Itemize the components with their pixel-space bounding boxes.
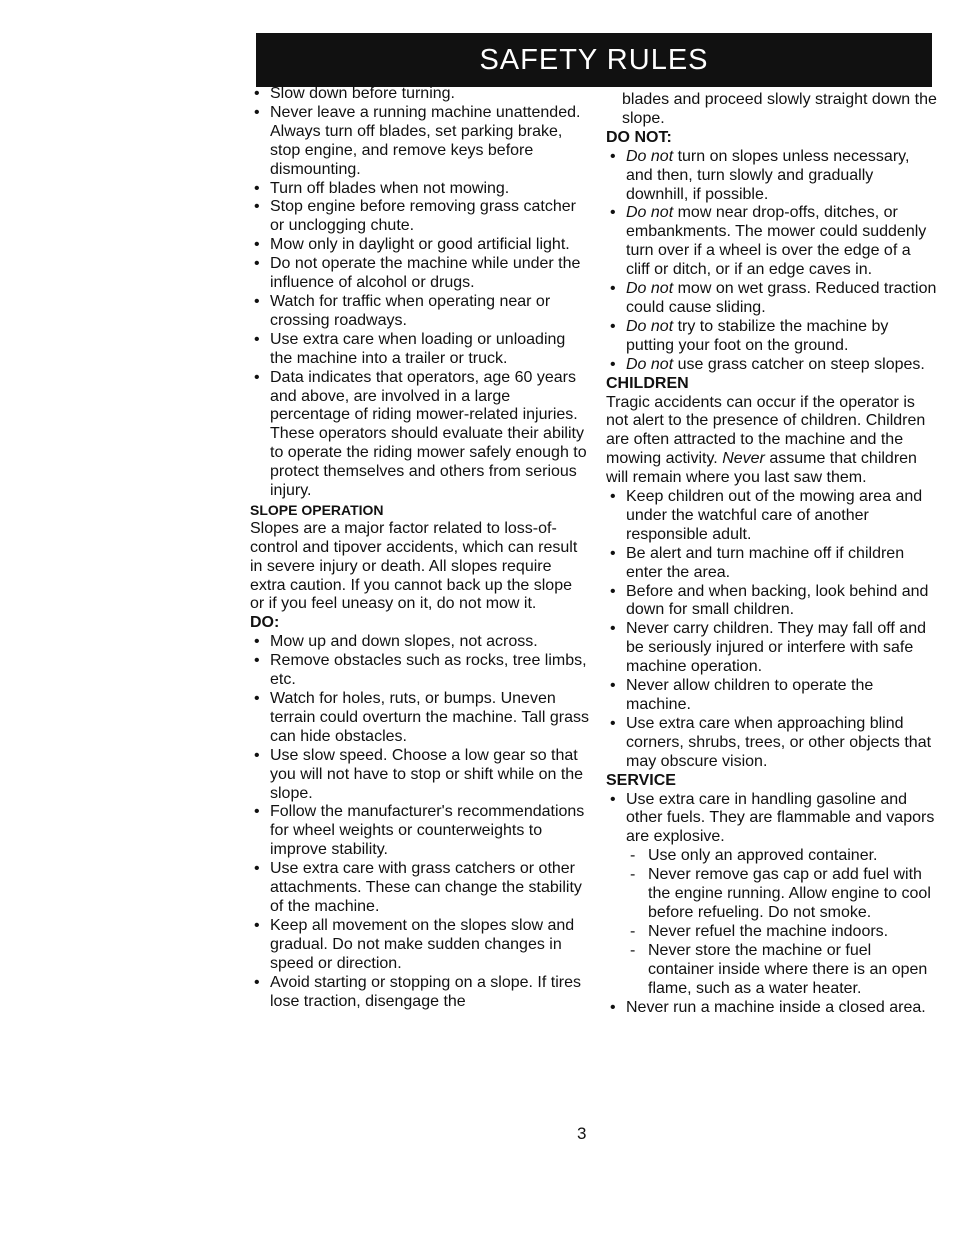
- list-item: • Watch for holes, ruts, or bumps. Uneven terrain could overturn the machine. Tall grass can hide obstacles.: [250, 690, 590, 747]
- list-item: • Never allow children to operate the machine.: [606, 677, 938, 715]
- list-item: • Use extra care in handling gasoline and other fuels. They are flammable and vapors are explosive. - Use only an approved container. - Never remove gas cap or add fuel with the engine running. Allow engine to cool before refueling. Do not smoke. - Never refuel the machine indoors. - Never store the machine or fuel container inside where there is an open flame, such as a water heater.: [606, 791, 938, 999]
- page-number: 3: [577, 1124, 587, 1143]
- list-item: • Before and when backing, look behind and down for small children.: [606, 583, 938, 621]
- children-heading: CHILDREN: [606, 374, 689, 392]
- children-list: [606, 488, 938, 772]
- service-list: [606, 791, 938, 1018]
- list-item: • Mow up and down slopes, not across.: [250, 633, 590, 652]
- do-not-emphasis: Do not: [626, 280, 674, 298]
- do-not-emphasis: Do not: [626, 317, 674, 335]
- general-rules-list: [250, 85, 590, 501]
- list-item: • Mow only in daylight or good artificial light.: [250, 236, 590, 255]
- safety-rules-banner: [256, 33, 932, 87]
- list-item: • Use extra care when loading or unloading the machine into a trailer or truck.: [250, 331, 590, 369]
- list-item: • Do not turn on slopes unless necessary, and then, turn slowly and gradually downhill, if possible.: [606, 148, 938, 205]
- list-item: • Use extra care when approaching blind corners, shrubs, trees, or other objects that may obscure vision.: [606, 715, 938, 772]
- service-heading: SERVICE: [606, 771, 676, 789]
- list-item: • Use slow speed. Choose a low gear so that you will not have to stop or shift while on the slope.: [250, 747, 590, 804]
- do-not-heading: DO NOT:: [606, 128, 672, 146]
- do-not-emphasis: Do not: [626, 147, 674, 165]
- list-item: • Never run a machine inside a closed area.: [606, 999, 938, 1018]
- page-title: SAFETY RULES: [479, 43, 709, 76]
- sublist-item: - Never store the machine or fuel container inside where there is an open flame, such as a water heater.: [626, 942, 938, 999]
- do-not-list: [606, 148, 938, 375]
- slope-operation-paragraph: Slopes are a major factor related to loss-of-control and tipover accidents, which can result in severe injury or death. All slopes require extra caution. If you cannot back up the slope or if you feel uneasy on it, do not mow it.: [250, 519, 578, 613]
- list-item: • Follow the manufacturer's recommendations for wheel weights or counterweights to improve stability.: [250, 803, 590, 860]
- list-item: • Do not mow on wet grass. Reduced traction could cause sliding.: [606, 280, 938, 318]
- list-item: • Never leave a running machine unattended. Always turn off blades, set parking brake, stop engine, and remove keys before dismounting.: [250, 104, 590, 180]
- list-item: • Stop engine before removing grass catcher or unclogging chute.: [250, 198, 590, 236]
- slope-operation-heading: SLOPE OPERATION: [250, 501, 384, 518]
- left-column: [250, 85, 590, 1011]
- continuation-text: blades and proceed slowly straight down the slope.: [622, 91, 937, 127]
- list-item: • Keep children out of the mowing area and under the watchful care of another responsible adult.: [606, 488, 938, 545]
- list-item: • Do not use grass catcher on steep slopes.: [606, 356, 938, 375]
- list-item: • Slow down before turning.: [250, 85, 590, 104]
- sublist-item: - Use only an approved container.: [626, 847, 938, 866]
- list-item: • Never carry children. They may fall off and be seriously injured or interfere with safe machine operation.: [606, 620, 938, 677]
- list-item: • Do not operate the machine while under the influence of alcohol or drugs.: [250, 255, 590, 293]
- sublist-item: - Never refuel the machine indoors.: [626, 923, 938, 942]
- children-paragraph: Tragic accidents can occur if the operator is not alert to the presence of children. Children are often attracted to the machine and the mowing activity. Never assume that children will remain where you last saw them.: [606, 393, 926, 487]
- list-item: • Watch for traffic when operating near or crossing roadways.: [250, 293, 590, 331]
- list-item: • Keep all movement on the slopes slow and gradual. Do not make sudden changes in speed or direction.: [250, 917, 590, 974]
- do-heading: DO:: [250, 614, 280, 632]
- fuel-sublist: [626, 847, 938, 998]
- right-column: [606, 91, 938, 1017]
- list-item: • Remove obstacles such as rocks, tree limbs, etc.: [250, 652, 590, 690]
- do-not-emphasis: Do not: [626, 355, 674, 373]
- sublist-item: - Never remove gas cap or add fuel with the engine running. Allow engine to cool before refueling. Do not smoke.: [626, 866, 938, 923]
- list-item: • Do not mow near drop-offs, ditches, or embankments. The mower could suddenly turn over if a wheel is over the edge of a cliff or ditch, or if an edge caves in.: [606, 204, 938, 280]
- list-item: • Avoid starting or stopping on a slope. If tires lose traction, disengage the: [250, 974, 590, 1012]
- list-item: • Turn off blades when not mowing.: [250, 180, 590, 199]
- list-item: • Do not try to stabilize the machine by putting your foot on the ground.: [606, 318, 938, 356]
- list-item: • Use extra care with grass catchers or other attachments. These can change the stability of the machine.: [250, 860, 590, 917]
- do-list: [250, 633, 590, 1011]
- list-item: • Be alert and turn machine off if children enter the area.: [606, 545, 938, 583]
- do-not-emphasis: Do not: [626, 204, 674, 222]
- list-item: • Data indicates that operators, age 60 years and above, are involved in a large percentage of riding mower-related injuries. These operators should evaluate their ability to operate the riding mower safely enough to protect themselves and others from serious injury.: [250, 369, 590, 501]
